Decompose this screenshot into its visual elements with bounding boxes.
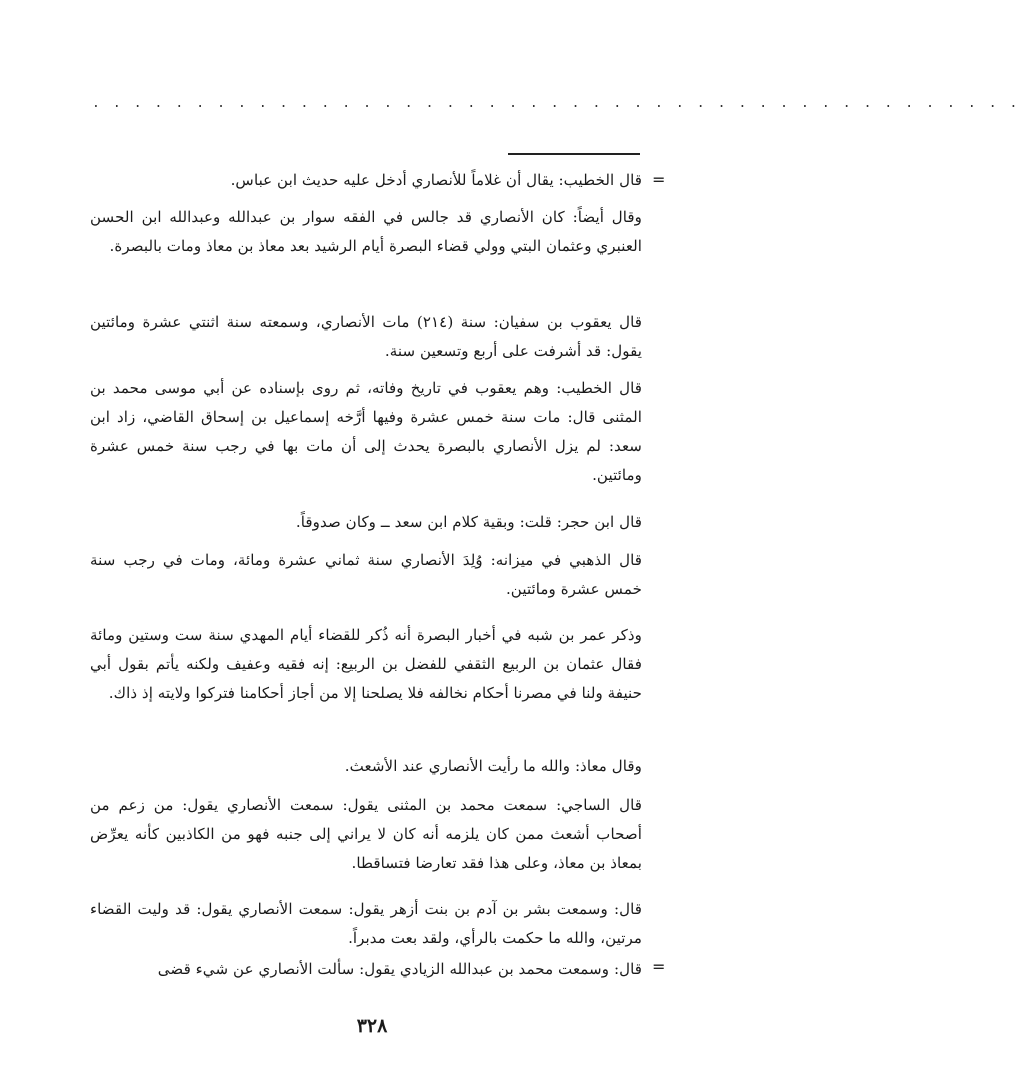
paragraph-text: قال: وسمعت محمد بن عبدالله الزيادي يقول: سألت الأنصاري عن شيء قضى <box>157 960 642 978</box>
paragraph-text: قال: وسمعت بشر بن آدم بن بنت أزهر يقول: سمعت الأنصاري يقول: قد وليت القضاء مرتين، والله ما حكمت بالرأي، ولقد بعت مدبراً. <box>90 900 642 947</box>
paragraph-6 <box>90 546 642 604</box>
continuation-mark-top: = <box>652 170 666 189</box>
continuation-mark-bottom: = <box>652 957 666 976</box>
paragraph-text: وقال أيضاً: كان الأنصاري قد جالس في الفقه سوار بن عبدالله وعبدالله ابن الحسن العنبري وعثمان البتي وولي قضاء البصرة أيام الرشيد بعد معاذ بن معاذ ومات بالبصرة. <box>90 208 642 255</box>
paragraph-text: قال ابن حجر: قلت: وبقية كلام ابن سعد ــ وكان صدوقاً. <box>295 513 642 531</box>
paragraph-text: قال الخطيب: يقال أن غلاماً للأنصاري أدخل عليه حديث ابن عباس. <box>230 171 642 189</box>
dotted-separator: . . . . . . . . . . . . . . . . . . . . . . . . . . . . . . . . . . . . . . . . . . . . . <box>92 96 1020 111</box>
paragraph-text: قال يعقوب بن سفيان: سنة (٢١٤) مات الأنصاري، وسمعته سنة اثنتي عشرة ومائتين يقول: قد أشرفت على أربع وتسعين سنة. <box>90 313 643 360</box>
paragraph-2 <box>90 203 642 261</box>
footnote-rule <box>508 153 640 155</box>
paragraph-11 <box>90 955 642 984</box>
paragraph-8 <box>90 752 642 781</box>
paragraph-text: وقال معاذ: والله ما رأيت الأنصاري عند الأشعث. <box>344 757 642 775</box>
paragraph-5 <box>90 508 642 537</box>
page-number: ٣٢٨ <box>356 1015 388 1037</box>
paragraph-7 <box>90 621 642 708</box>
paragraph-10 <box>90 895 642 953</box>
paragraph-1 <box>90 166 642 195</box>
paragraph-9 <box>90 791 642 878</box>
paragraph-text: قال الخطيب: وهم يعقوب في تاريخ وفاته، ثم روى بإسناده عن أبي موسى محمد بن المثنى قال: مات سنة خمس عشرة وفيها أرَّخه إسماعيل بن إسحاق القاضي، زاد ابن سعد: لم يزل الأنصاري بالبصرة يحدث إلى أن مات بها في رجب سنة خمس عشرة ومائتين. <box>90 379 642 484</box>
paragraph-3 <box>90 308 642 366</box>
paragraph-4 <box>90 374 642 490</box>
paragraph-text: وذكر عمر بن شبه في أخبار البصرة أنه ذُكر للقضاء أيام المهدي سنة ست وستين ومائة فقال عثمان بن الربيع الثقفي للفضل بن الربيع: إنه فقيه وعفيف ولكنه يأتم بقول أبي حنيفة ولنا في مصرنا أحكام نخالفه فلا يصلحنا إلا من أجاز أحكامنا فتركوا ولايته إذ ذاك. <box>90 626 642 702</box>
paragraph-text: قال الذهبي في ميزانه: وُلِدَ الأنصاري سنة ثماني عشرة ومائة، ومات في رجب سنة خمس عشرة ومائتين. <box>90 551 642 598</box>
paragraph-text: قال الساجي: سمعت محمد بن المثنى يقول: سمعت الأنصاري يقول: من زعم من أصحاب أشعث ممن كان يلزمه أنه كان لا يراني إلى جنبه فهو من الكاذبين كأنه يعرِّض بمعاذ بن معاذ، وعلى هذا فقد تعارضا فتساقطا. <box>90 796 642 872</box>
